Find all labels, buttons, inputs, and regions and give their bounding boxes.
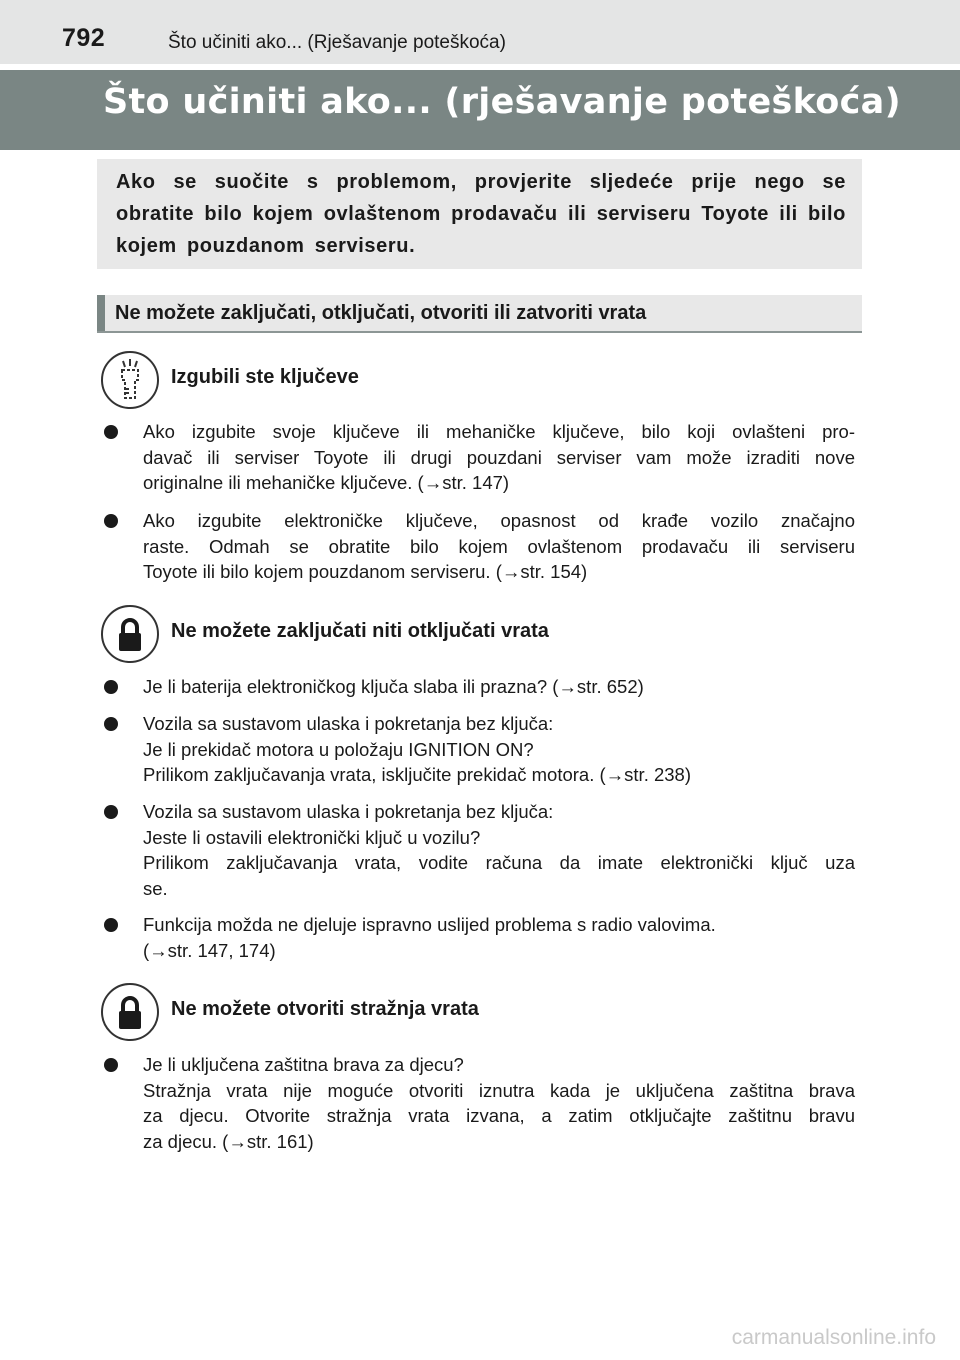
list-item-line: Ako izgubite elektroničke ključeve, opasnost od krađe vozilo značajno [143, 510, 855, 531]
list-item-line: Stražnja vrata nije moguće otvoriti iznutra kada je uključena zaštitna brava [143, 1079, 855, 1101]
list-item-line: za djecu. Otvorite stražnja vrata izvana, a zatim otključajte zaštitnu bravu [143, 1105, 855, 1126]
list-item-line: Je li baterija elektroničkog ključa slaba ili prazna? (→str. 652) [143, 676, 644, 697]
list-item-line: Vozila sa sustavom ulaska i pokretanja bez ključa: [143, 713, 554, 734]
key-icon [101, 351, 159, 409]
list-item [143, 674, 855, 700]
intro-text: Ako se suočite s problemom, provjerite sljedeće prije nego se obratite bilo kojem ovlaštenom prodavaču ili serviseru Toyote ili bilo kojem pouzdanom serviseru. [116, 171, 846, 257]
subsection-heading-lock-unlock: Ne možete zaključati niti otključati vrata [171, 620, 549, 642]
list-item-line: (→str. 147, 174) [143, 939, 276, 961]
list-item [143, 1052, 855, 1154]
section-accent [97, 295, 105, 331]
list-item-line: originalne ili mehaničke ključeve. (→str. 147) [143, 472, 510, 493]
section-heading: Ne možete zaključati, otključati, otvoriti ili zatvoriti vrata [115, 302, 647, 324]
list-item-line: Prilikom zaključavanja vrata, isključite prekidač motora. (→str. 238) [143, 764, 691, 785]
list-item-line: Je li uključena zaštitna brava za djecu? [143, 1054, 464, 1075]
bullet [104, 514, 118, 528]
list-item-line: davač ili serviser Toyote ili drugi pouzdani serviser vam može izraditi nove [143, 446, 855, 468]
list-item [143, 419, 855, 496]
subsection-heading-lost-keys: Izgubili ste ključeve [171, 366, 359, 388]
list-item-line: za djecu. (→str. 161) [143, 1130, 314, 1152]
list-item-line: Vozila sa sustavom ulaska i pokretanja bez ključa: [143, 801, 554, 822]
bullet [104, 918, 118, 932]
list-item-line: raste. Odmah se obratite bilo kojem ovlaštenom prodavaču ili serviseru [143, 535, 855, 557]
list-item-line: Toyote ili bilo kojem pouzdanom serviseru. (→str. 154) [143, 561, 588, 582]
list-item-line: Jeste li ostavili elektronički ključ u vozilu? [143, 826, 481, 848]
watermark: carmanualsonline.info [731, 1326, 936, 1349]
list-item [143, 508, 855, 585]
bullet [104, 1058, 118, 1072]
lock-icon [101, 983, 159, 1041]
list-item [143, 711, 855, 788]
bullet [104, 717, 118, 731]
list-item [143, 912, 855, 963]
bullet [104, 805, 118, 819]
page-title: Što učiniti ako... (rješavanje poteškoća) [103, 82, 901, 122]
list-item-line: se. [143, 877, 168, 899]
bullet [104, 680, 118, 694]
list-item [143, 799, 855, 901]
running-head: Što učiniti ako... (Rješavanje poteškoća) [168, 32, 506, 53]
list-item-line: Je li prekidač motora u položaju IGNITION ON? [143, 738, 534, 760]
list-item-line: Ako izgubite svoje ključeve ili mehaničke ključeve, bilo koji ovlašteni pro- [143, 421, 855, 442]
list-item-line: Prilikom zaključavanja vrata, vodite računa da imate elektronički ključ uza [143, 852, 855, 873]
subsection-heading-rear-doors: Ne možete otvoriti stražnja vrata [171, 998, 479, 1020]
bullet [104, 425, 118, 439]
section-heading-bar [97, 295, 862, 333]
page-number: 792 [62, 24, 106, 52]
list-item-line: Funkcija možda ne djeluje ispravno uslijed problema s radio valovima. [143, 914, 716, 935]
lock-icon [101, 605, 159, 663]
